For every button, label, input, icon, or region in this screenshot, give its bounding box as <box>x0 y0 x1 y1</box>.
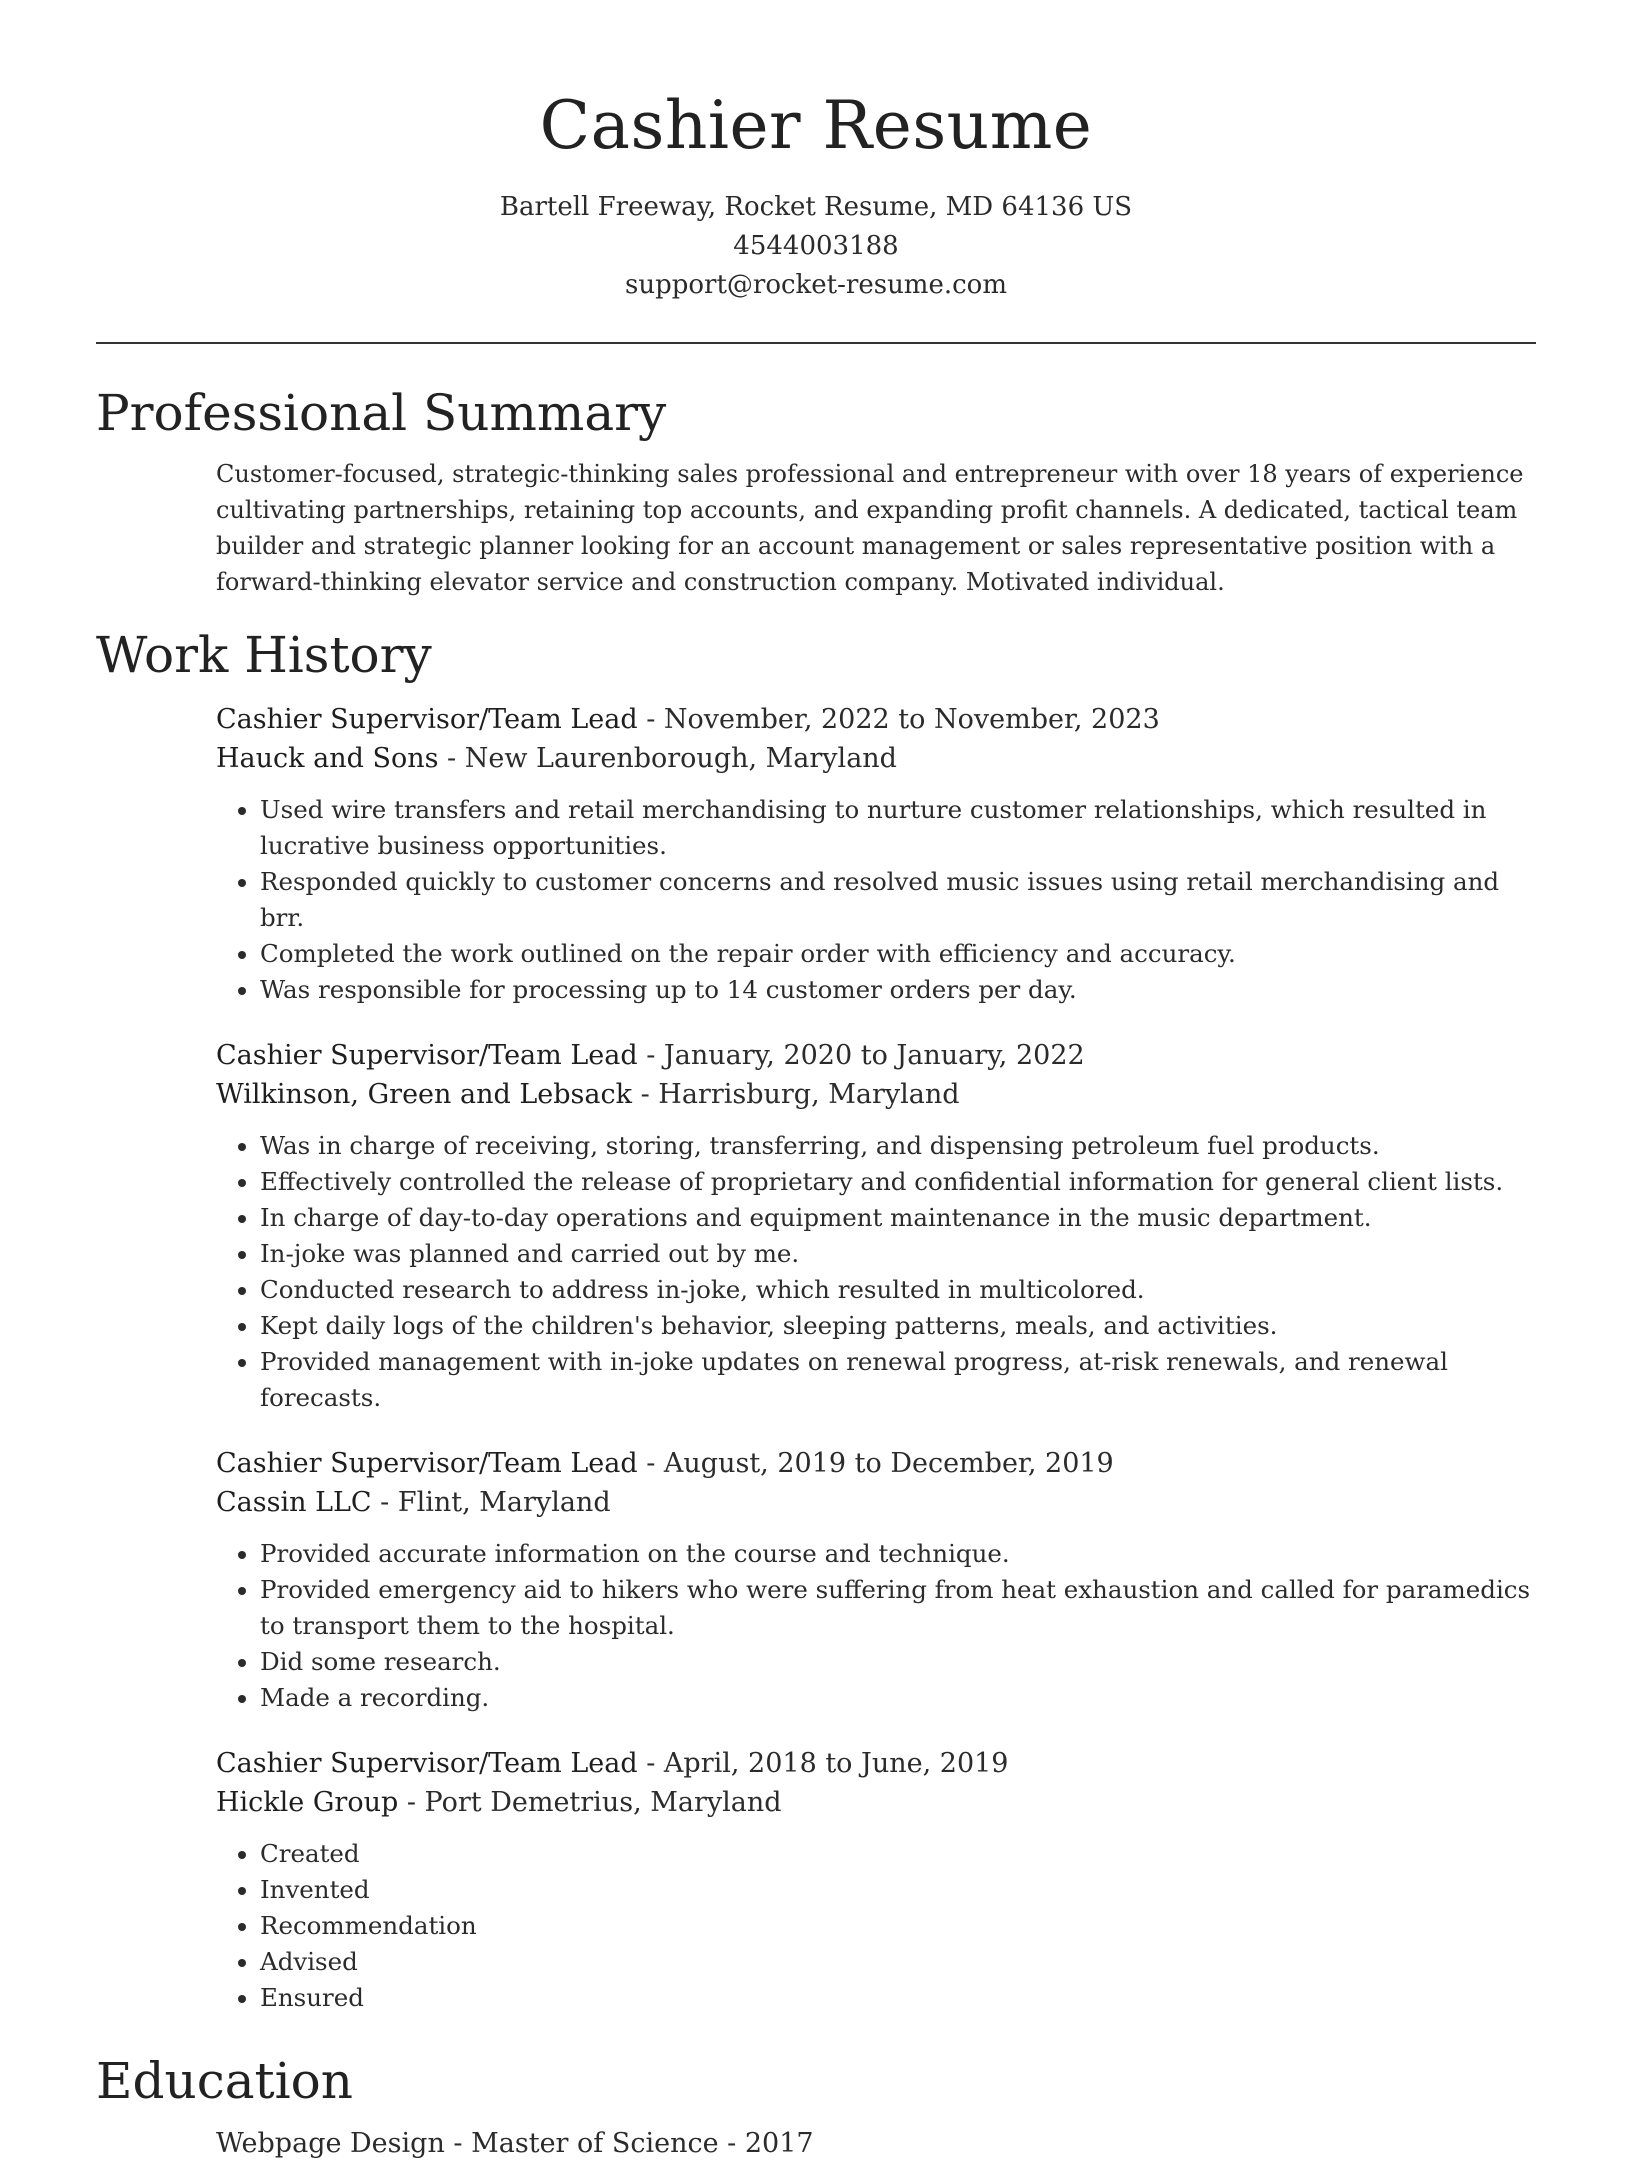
company-name: Hauck and Sons <box>216 743 439 774</box>
job-duty-item: • Effectively controlled the release of proprietary and confidential information for general client lists. <box>260 1164 1536 1200</box>
address: Bartell Freeway, Rocket Resume, MD 64136 US <box>499 192 1133 222</box>
job-company-line <box>216 1783 1536 1822</box>
job-company-line <box>216 739 1536 778</box>
job-location: - Port Demetrius, Maryland <box>398 1787 782 1818</box>
job-duty-item: • Did some research. <box>260 1644 1536 1680</box>
job-duties-list <box>216 1836 1536 2016</box>
job-location: - Flint, Maryland <box>371 1487 611 1518</box>
job-duty-item: • In-joke was planned and carried out by me. <box>260 1236 1536 1272</box>
section-title-education: Education <box>96 2052 353 2110</box>
job-position: Cashier Supervisor/Team Lead <box>216 1448 638 1479</box>
job-duty-item: • Invented <box>260 1872 1536 1908</box>
job-entry <box>216 1036 1536 1416</box>
company-name: Cassin LLC <box>216 1487 372 1518</box>
job-duties-list <box>216 1536 1536 1716</box>
job-dates: - January, 2020 to January, 2022 <box>637 1040 1085 1071</box>
job-duty-item: • Provided management with in-joke updates on renewal progress, at-risk renewals, and renewal forecasts. <box>260 1344 1536 1416</box>
job-entry <box>216 700 1536 1008</box>
job-duty-item: • Provided accurate information on the course and technique. <box>260 1536 1536 1572</box>
company-name: Hickle Group <box>216 1787 399 1818</box>
job-duty-item: • Conducted research to address in-joke, which resulted in multicolored. <box>260 1272 1536 1308</box>
education-field: Webpage Design <box>216 2128 445 2159</box>
job-duty-item: • Kept daily logs of the children's behavior, sleeping patterns, meals, and activities. <box>260 1308 1536 1344</box>
education-section <box>96 2044 1536 2163</box>
summary-text: Customer-focused, strategic-thinking sales professional and entrepreneur with over 18 years of experience cultivating partnerships, retaining top accounts, and expanding profit channels. A dedicated, tactical team builder and strategic planner looking for an account management or sales representative position with a forward-thinking elevator service and construction company. Motivated individual. <box>216 460 1524 596</box>
phone-number: 4544003188 <box>733 231 899 261</box>
job-position: Cashier Supervisor/Team Lead <box>216 1748 638 1779</box>
job-duty-item: • Responded quickly to customer concerns and resolved music issues using retail merchandising and brr. <box>260 864 1536 936</box>
section-title-work-history: Work History <box>96 626 432 684</box>
contact-info <box>96 188 1536 305</box>
job-location: - New Laurenborough, Maryland <box>438 743 897 774</box>
education-list <box>216 2124 1536 2163</box>
section-title-summary: Professional Summary <box>96 384 667 442</box>
job-duty-item: • Was in charge of receiving, storing, transferring, and dispensing petroleum fuel products. <box>260 1128 1536 1164</box>
job-duty-item: • Was responsible for processing up to 14 customer orders per day. <box>260 972 1536 1008</box>
email-address: support@rocket-resume.com <box>624 270 1007 300</box>
job-duty-item: • Completed the work outlined on the repair order with efficiency and accuracy. <box>260 936 1536 972</box>
job-duties-list <box>216 792 1536 1008</box>
education-degree: - Master of Science - 2017 <box>444 2128 814 2159</box>
education-entry <box>216 2124 1536 2163</box>
resume-header <box>96 84 1536 305</box>
job-duty-item: • Made a recording. <box>260 1680 1536 1716</box>
resume-title: Cashier Resume <box>539 87 1093 164</box>
job-duty-item: • Recommendation <box>260 1908 1536 1944</box>
job-title-line <box>216 1036 1536 1075</box>
job-duty-item: • Ensured <box>260 1980 1536 2016</box>
job-dates: - November, 2022 to November, 2023 <box>637 704 1160 735</box>
job-dates: - April, 2018 to June, 2019 <box>637 1748 1009 1779</box>
job-duty-item: • Used wire transfers and retail merchandising to nurture customer relationships, which resulted in lucrative business opportunities. <box>260 792 1536 864</box>
job-company-line <box>216 1483 1536 1522</box>
job-title-line <box>216 700 1536 739</box>
job-company-line <box>216 1075 1536 1114</box>
job-duty-item: • Created <box>260 1836 1536 1872</box>
job-title-line <box>216 1444 1536 1483</box>
job-duty-item: • Advised <box>260 1944 1536 1980</box>
work-history-section <box>96 618 1536 2016</box>
job-position: Cashier Supervisor/Team Lead <box>216 704 638 735</box>
job-list <box>216 700 1536 2016</box>
job-position: Cashier Supervisor/Team Lead <box>216 1040 638 1071</box>
job-title-line <box>216 1744 1536 1783</box>
job-entry <box>216 1444 1536 1716</box>
job-dates: - August, 2019 to December, 2019 <box>637 1448 1114 1479</box>
company-name: Wilkinson, Green and Lebsack <box>216 1079 632 1110</box>
job-entry <box>216 1744 1536 2016</box>
header-divider <box>96 342 1536 344</box>
job-location: - Harrisburg, Maryland <box>631 1079 960 1110</box>
job-duty-item: • In charge of day-to-day operations and equipment maintenance in the music department. <box>260 1200 1536 1236</box>
professional-summary-section <box>96 376 1536 600</box>
job-duties-list <box>216 1128 1536 1416</box>
job-duty-item: • Provided emergency aid to hikers who were suffering from heat exhaustion and called for paramedics to transport them to the hospital. <box>260 1572 1536 1644</box>
resume-content <box>96 376 1536 2163</box>
